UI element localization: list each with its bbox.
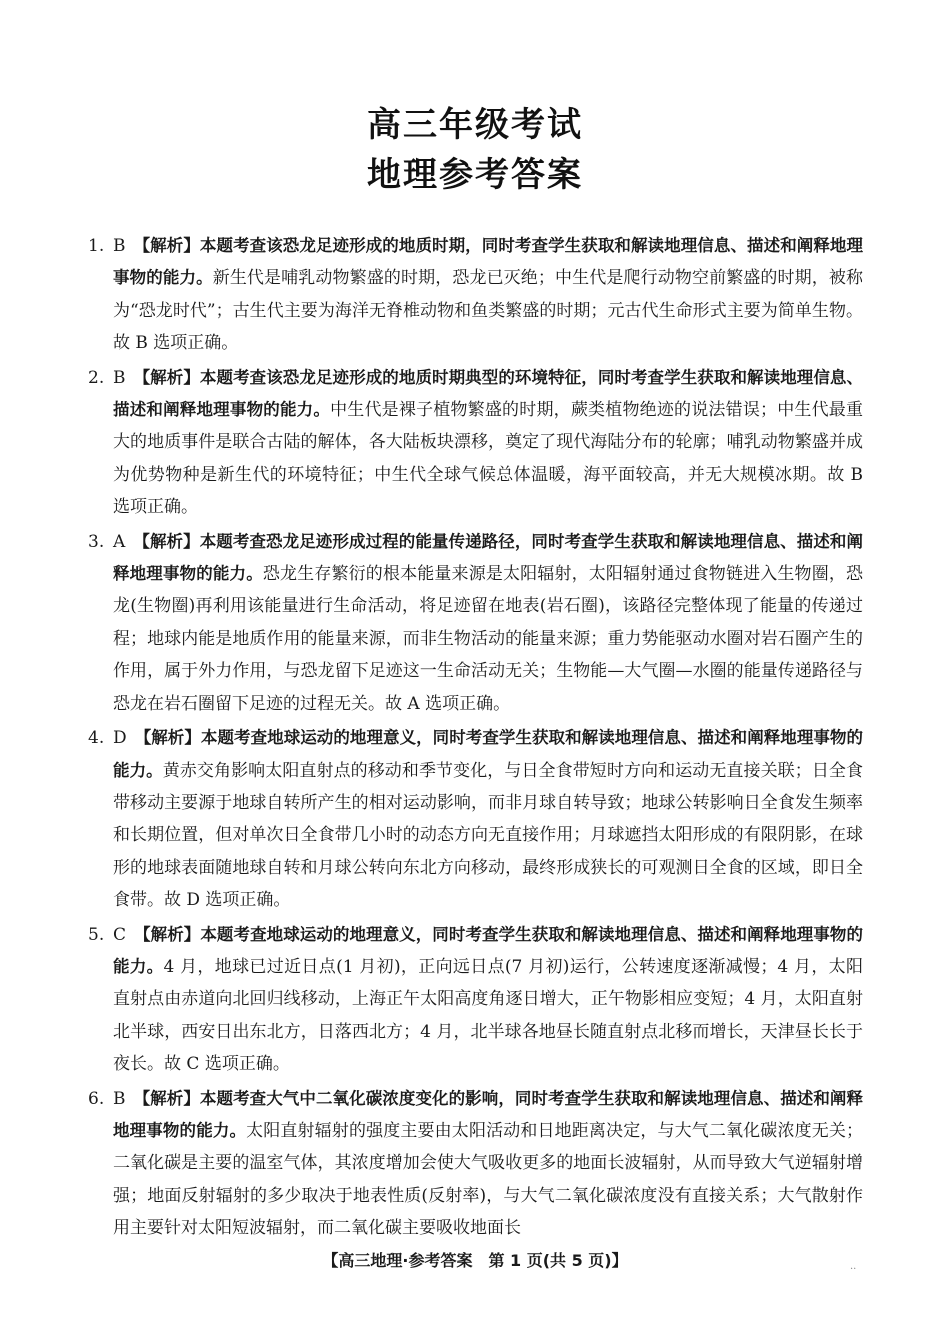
analysis-body: 黄赤交角影响太阳直射点的移动和季节变化，与日全食带短时方向和运动无直接关联；日全食带移动主要源于地球自转所产生的相对运动影响，而非月球自转导致；地球公转影响日全食发生频率和长期位置，但对单次日全食带几小时的动态方向无直接作用；月球遮挡太阳形成的有限阴影，在球形的地球表面随地球自转和月球公转向东北方向移动，最终形成狭长的可观测日全食的区域，即日全食带。故 D 选项正确。 (113, 760, 864, 911)
analysis-lead: 本题考查大气中二氧化碳浓度变化的影响，同时考查学生获取和解读地理信息、描述和阐释地理事物的能力。 (113, 1088, 864, 1140)
answer-item-3 (88, 526, 863, 720)
analysis-tag: 【解析】 (134, 728, 201, 748)
analysis-body: 太阳直射辐射的强度主要由太阳活动和日地距离决定，与大气二氧化碳浓度无关；二氧化碳是主要的温室气体，其浓度增加会使大气吸收更多的地面长波辐射，从而导致大气逆辐射增强；地面反射辐射的多少取决于地表性质(反射率)，与大气二氧化碳浓度没有直接关系；大气散射作用主要针对太阳短波辐射，而二氧化碳主要吸收地面长 (113, 1120, 864, 1239)
analysis-lead: 本题考查地球运动的地理意义，同时考查学生获取和解读地理信息、描述和阐释地理事物的能力。 (113, 924, 864, 976)
answer-letter: B (113, 367, 126, 388)
analysis-tag: 【解析】 (133, 1088, 200, 1108)
analysis-lead: 本题考查地球运动的地理意义，同时考查学生获取和解读地理信息、描述和阐释地理事物的能力。 (113, 728, 864, 780)
analysis-body: 4 月，地球已过近日点(1 月初)，正向远日点(7 月初)运行，公转速度逐渐减慢；4 月，太阳直射点由赤道向北回归线移动，上海正午太阳高度角逐日增大，正午物影相应变短；4 月，太阳直射北半球，西安日出东北方，日落西北方；4 月，北半球各地昼长随直射点北移而增长，天津昼长长于夜长。故 C 选项正确。 (113, 956, 863, 1075)
footer-dots: .. (850, 1261, 857, 1272)
title-line-2: 地理参考答案 (367, 155, 583, 195)
answer-item-4 (88, 722, 863, 916)
answer-letter: B (113, 236, 126, 256)
answer-number: 6. (88, 1088, 105, 1109)
answer-number: 3. (88, 531, 105, 552)
analysis-lead: 本题考查该恐龙足迹形成的地质时期典型的环境特征，同时考查学生获取和解读地理信息、描述和阐释地理事物的能力。 (113, 367, 864, 420)
document-title (0, 100, 950, 200)
footer-text: 【高三地理·参考答案 第 1 页(共 5 页)】 (322, 1251, 628, 1270)
answer-number: 2. (88, 367, 105, 388)
analysis-tag: 【解析】 (133, 367, 200, 387)
answer-item-1 (88, 230, 863, 360)
analysis-body: 中生代是裸子植物繁盛的时期，蕨类植物绝迹的说法错误；中生代最重大的地质事件是联合古陆的解体，各大陆板块漂移，奠定了现代海陆分布的轮廓；哺乳动物繁盛并成为优势物种是新生代的环境特征；中生代全球气候总体温暖，海平面较高，并无大规模冰期。故 B 选项正确。 (113, 400, 864, 518)
analysis-tag: 【解析】 (133, 236, 200, 255)
answer-letter: D (113, 728, 127, 749)
analysis-lead: 本题考查恐龙足迹形成过程的能量传递路径，同时考查学生获取和解读地理信息、描述和阐释地理事物的能力。 (113, 531, 864, 584)
answer-letter: C (113, 924, 127, 945)
analysis-body: 新生代是哺乳动物繁盛的时期，恐龙已灭绝；中生代是爬行动物空前繁盛的时期，被称为“恐龙时代”；古生代主要为海洋无脊椎动物和鱼类繁盛的时期；元古代生命形式主要为简单生物。故 B 选项正确。 (113, 268, 864, 354)
answer-item-6 (88, 1083, 863, 1245)
answer-letter: B (113, 1088, 126, 1109)
analysis-tag: 【解析】 (134, 924, 201, 944)
answer-item-5 (88, 919, 863, 1081)
answer-letter: A (113, 531, 126, 552)
answer-number: 1. (88, 236, 105, 256)
answer-list (88, 230, 863, 1247)
analysis-lead: 本题考查该恐龙足迹形成的地质时期，同时考查学生获取和解读地理信息、描述和阐释地理事物的能力。 (113, 236, 864, 288)
page-footer (0, 1250, 950, 1272)
answer-number: 5. (88, 924, 105, 945)
analysis-tag: 【解析】 (133, 531, 200, 551)
title-line-1: 高三年级考试 (367, 105, 583, 145)
answer-number: 4. (88, 728, 105, 749)
analysis-body: 恐龙生存繁衍的根本能量来源是太阳辐射，太阳辐射通过食物链进入生物圈，恐龙(生物圈)再利用该能量进行生命活动，将足迹留在地表(岩石圈)，该路径完整体现了能量的传递过程；地球内能是地质作用的能量来源，而非生物活动的能量来源；重力势能驱动水圈对岩石圈产生的作用，属于外力作用，与恐龙留下足迹这一生命活动无关；生物能—大气圈—水圈的能量传递路径与恐龙在岩石圈留下足迹的过程无关。故 A 选项正确。 (113, 564, 864, 714)
answer-item-2 (88, 362, 863, 524)
